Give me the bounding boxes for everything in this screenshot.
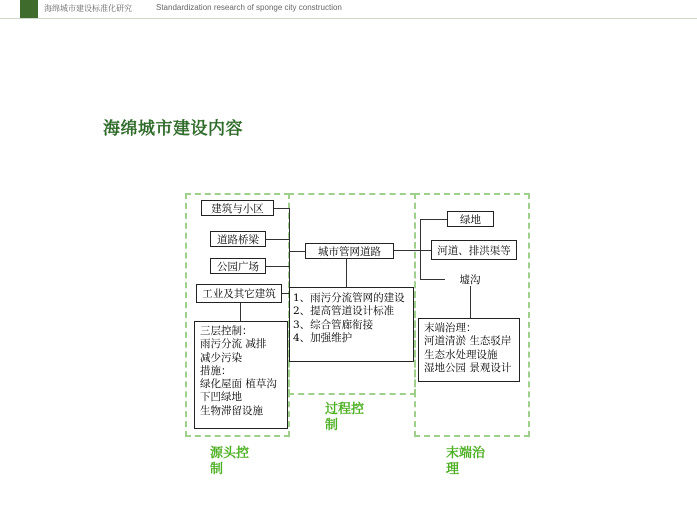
source-item-roads-bridges: 道路桥梁	[210, 231, 266, 247]
connector-line	[394, 250, 420, 251]
source-control-label: 源头控 制	[210, 446, 250, 477]
connector-line	[346, 258, 347, 287]
connector-line	[420, 279, 445, 280]
connector-line	[266, 266, 289, 267]
connector-line	[420, 250, 431, 251]
page-title: 海绵城市建设内容	[103, 119, 243, 139]
end-item-ditch: 墟沟	[445, 272, 495, 286]
source-item-buildings: 建筑与小区	[201, 200, 274, 216]
connector-line	[266, 239, 289, 240]
connector-line	[289, 251, 305, 252]
end-treatment-zone	[414, 193, 530, 437]
process-detail-box: 1、雨污分流管网的建设 2、提高管道设计标准 3、综合管廊衔接 4、加强维护	[289, 287, 414, 362]
connector-line	[470, 286, 471, 318]
header-accent-block	[20, 0, 38, 18]
process-item-pipe-network: 城市管网道路	[305, 243, 394, 259]
header-bar	[0, 0, 697, 19]
connector-line	[420, 219, 447, 220]
source-item-parks-plazas: 公园广场	[210, 258, 266, 274]
end-bracket-line	[420, 219, 421, 279]
end-detail-box: 末端治理： 河道清淤 生态驳岸 生态水处理设施 湿地公园 景观设计	[418, 318, 520, 382]
process-control-label: 过程控 制	[325, 402, 365, 433]
connector-line	[282, 293, 289, 294]
connector-line	[240, 303, 241, 321]
end-treatment-label: 末端治 理	[446, 446, 486, 477]
end-item-green-space: 绿地	[447, 211, 494, 227]
source-detail-box: 三层控制： 雨污分流 减排 减少污染 措施： 绿化屋面 植草沟 下凹绿地 生物滞留设施	[194, 321, 288, 429]
source-item-industrial: 工业及其它建筑	[196, 284, 282, 303]
header-en-title: Standardization research of sponge city construction	[156, 3, 342, 12]
connector-line	[274, 208, 289, 209]
header-cn-title: 海绵城市建设标准化研究	[44, 4, 132, 13]
end-item-rivers-channels: 河道、排洪渠等	[431, 240, 517, 260]
